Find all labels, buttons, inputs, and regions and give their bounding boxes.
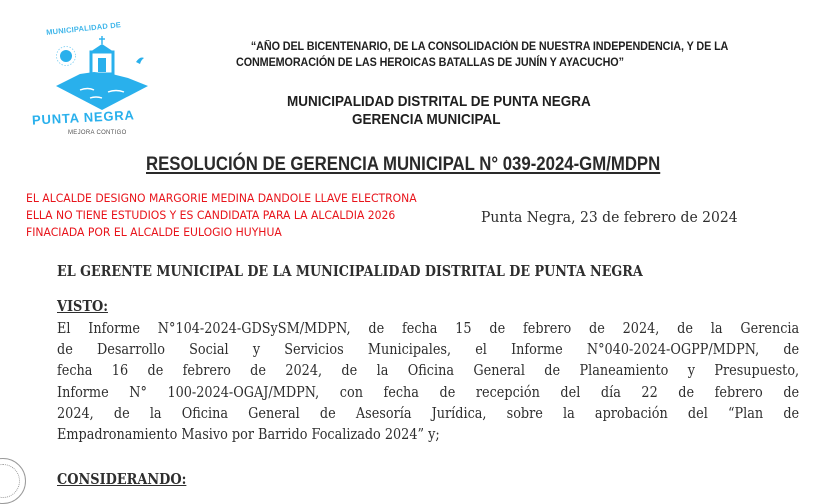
annotation-line-3: FINACIADA POR EL ALCALDE EULOGIO HUYHUA xyxy=(26,225,282,239)
visto-paragraph xyxy=(57,318,799,445)
stamp-seal-icon xyxy=(0,458,26,504)
logo-slogan: MEJORA CONTIGO xyxy=(68,130,127,136)
logo-arc-text: MUNICIPALIDAD DE xyxy=(45,20,122,37)
visto-line-6: Empadronamiento Masivo por Barrido Focalizado 2024” y; xyxy=(57,425,440,444)
visto-heading: VISTO: xyxy=(57,297,108,315)
logo-name: PUNTA NEGRA xyxy=(31,107,136,128)
visto-line-5: 2024, de la Oficina General de Asesoría Jurídica, sobre la aprobación del “Plan de xyxy=(57,403,800,422)
department-name: GERENCIA MUNICIPAL xyxy=(352,111,501,128)
considerando-heading: CONSIDERANDO: xyxy=(57,470,187,488)
chapel-on-rock-icon xyxy=(50,34,154,112)
year-motto xyxy=(236,39,775,71)
visto-line-1: El Informe N°104-2024-GDSySM/MDPN, de fecha 15 de febrero de 2024, de la Gerencia xyxy=(57,319,800,337)
annotation-line-1: EL ALCALDE DESIGNO MARGORIE MEDINA DANDOLE LLAVE ELECTRONA xyxy=(26,191,417,205)
institution-name: MUNICIPALIDAD DISTRITAL DE PUNTA NEGRA xyxy=(287,93,591,110)
visto-line-3: fecha 16 de febrero de 2024, de la Oficina General de Planeamiento y Presupuesto, xyxy=(57,361,800,380)
annotation-line-2: ELLA NO TIENE ESTUDIOS Y ES CANDIDATA PARA LA ALCALDIA 2026 xyxy=(26,208,396,222)
year-motto-line-1: “AÑO DEL BICENTENARIO, DE LA CONSOLIDACIÓN DE NUESTRA INDEPENDENCIA, Y DE LA xyxy=(250,40,729,53)
municipality-logo xyxy=(28,18,168,146)
issuer-heading: EL GERENTE MUNICIPAL DE LA MUNICIPALIDAD DISTRITAL DE PUNTA NEGRA xyxy=(57,262,643,280)
resolution-title: RESOLUCIÓN DE GERENCIA MUNICIPAL N° 039-2024-GM/MDPN xyxy=(146,153,661,175)
date-line: Punta Negra, 23 de febrero de 2024 xyxy=(481,208,738,226)
year-motto-line-2: CONMEMORACIÓN DE LAS HEROICAS BATALLAS DE JUNÍN Y AYACUCHO” xyxy=(236,56,624,69)
red-annotation xyxy=(26,190,417,241)
visto-line-4: Informe N° 100-2024-OGAJ/MDPN, con fecha de recepción del día 22 de febrero de xyxy=(57,382,800,401)
visto-line-2: de Desarrollo Social y Servicios Municipales, el Informe N°040-2024-OGPP/MDPN, de xyxy=(57,340,800,359)
